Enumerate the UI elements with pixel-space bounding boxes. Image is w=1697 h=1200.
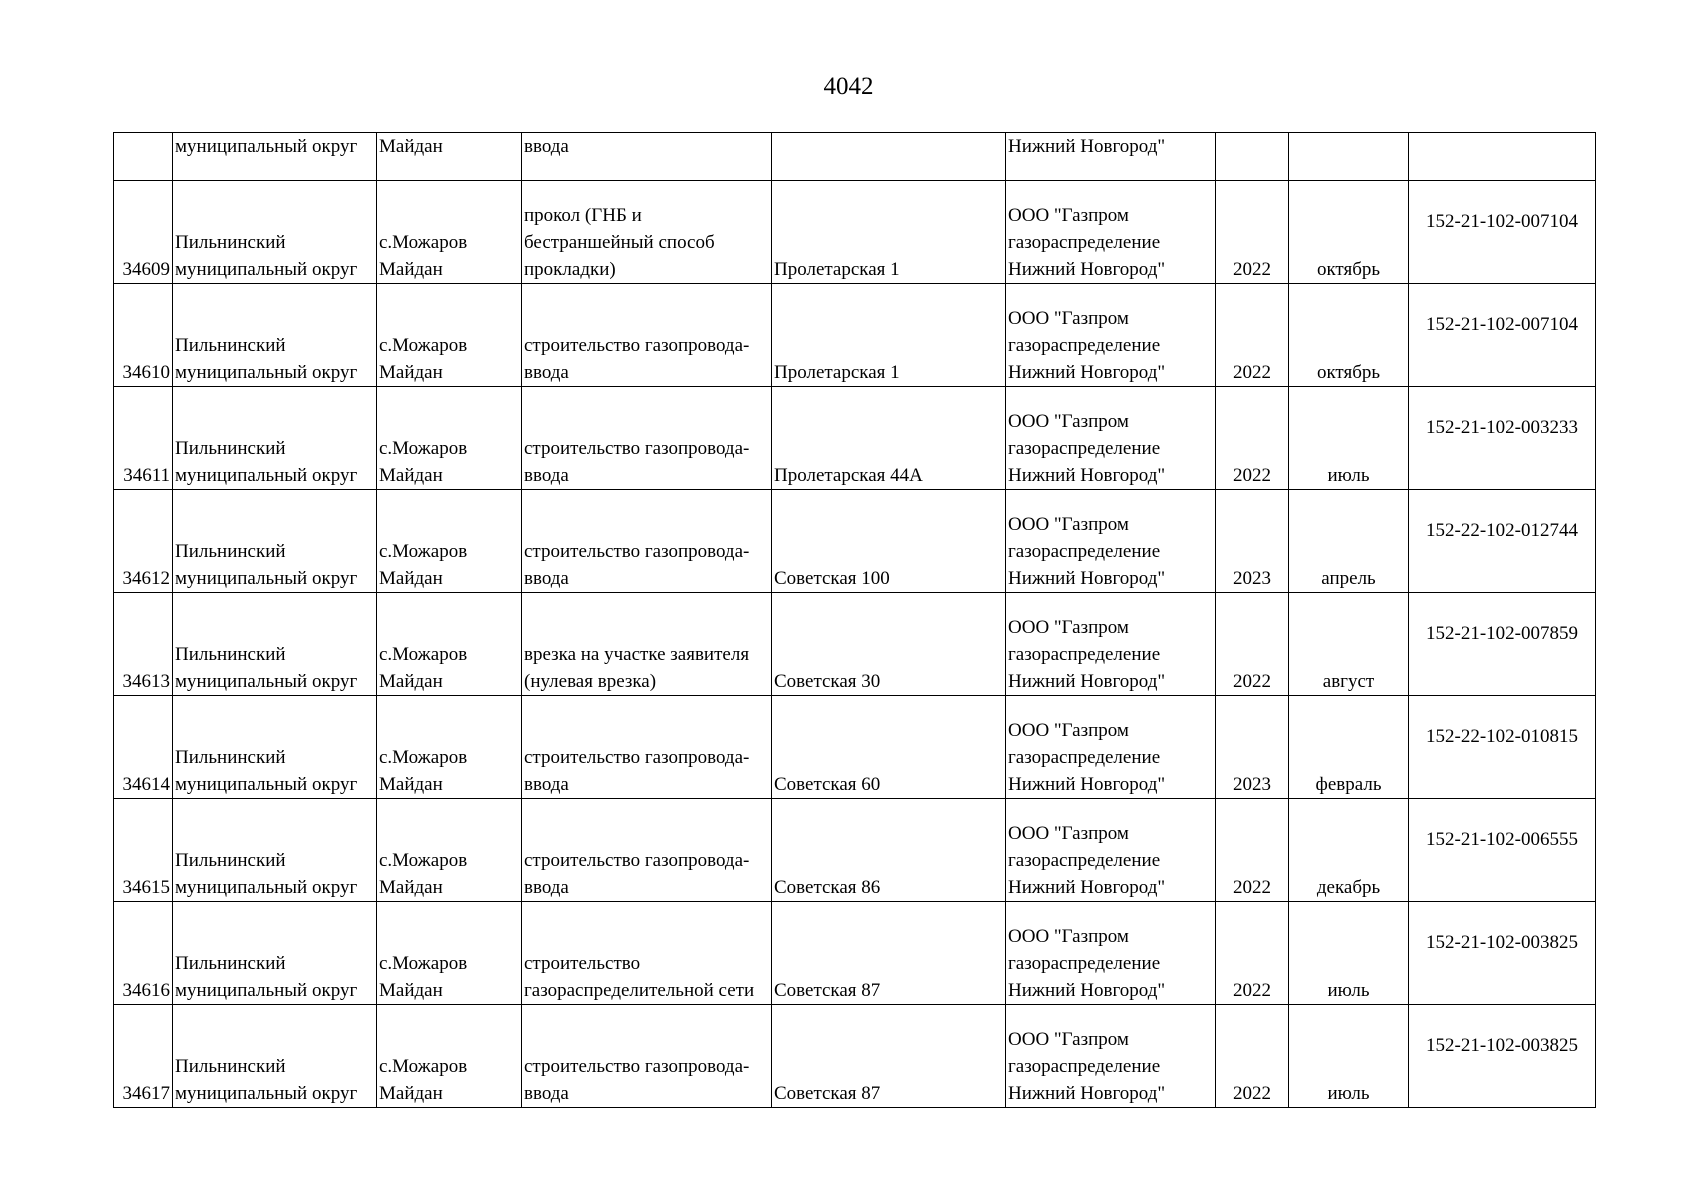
cell-settlement (377, 284, 522, 387)
cell-organization-line: Нижний Новгород" (1008, 671, 1166, 692)
cell-district-line: Пильнинский (175, 1056, 286, 1077)
cell-district (173, 387, 377, 490)
cell-work (522, 799, 772, 902)
cell-settlement-line: с.Можаров (379, 1056, 468, 1077)
cell-year: 2022 (1216, 387, 1289, 490)
cell-organization-line: Нижний Новгород" (1008, 568, 1166, 589)
registry-table-body (114, 133, 1596, 1108)
cell-organization (1006, 593, 1216, 696)
cell-address: Советская 87 (772, 902, 1006, 1005)
cell-district-line: Пильнинский (175, 644, 286, 665)
cell-month: июль (1289, 902, 1409, 1005)
cell-work-line: бестраншейный способ (524, 232, 715, 253)
cell-organization-line: Нижний Новгород" (1008, 465, 1166, 486)
cell-work (522, 284, 772, 387)
cell-district-line: Пильнинский (175, 232, 286, 253)
cell-district-line: муниципальный округ (175, 465, 358, 486)
cell-organization-line: газораспределение (1008, 747, 1161, 768)
table-row (114, 593, 1596, 696)
cell-organization-line: ООО "Газпром (1008, 308, 1129, 329)
cell-organization (1006, 181, 1216, 284)
cell-organization (1006, 284, 1216, 387)
cell-organization-line: ООО "Газпром (1008, 823, 1129, 844)
cell-work-line: ввода (524, 1083, 569, 1104)
cell-number: 34617 (114, 1005, 173, 1108)
cell-settlement (377, 387, 522, 490)
cell-settlement: Майдан (377, 133, 522, 181)
cell-organization-line: газораспределение (1008, 232, 1161, 253)
cell-district (173, 181, 377, 284)
cell-settlement (377, 696, 522, 799)
cell-district-line: Пильнинский (175, 747, 286, 768)
cell-settlement (377, 902, 522, 1005)
cell-work (522, 696, 772, 799)
cell-organization-line: Нижний Новгород" (1008, 774, 1166, 795)
cell-code: 152-21-102-007104 (1409, 181, 1596, 284)
cell-year: 2022 (1216, 593, 1289, 696)
cell-month: февраль (1289, 696, 1409, 799)
cell-organization-line: ООО "Газпром (1008, 926, 1129, 947)
cell-number: 34615 (114, 799, 173, 902)
cell-settlement (377, 490, 522, 593)
table-row (114, 387, 1596, 490)
cell-district (173, 284, 377, 387)
cell-work-line: строительство газопровода- (524, 850, 750, 871)
cell-organization (1006, 1005, 1216, 1108)
cell-settlement-line: Майдан (379, 362, 443, 383)
cell-work-line: прокол (ГНБ и (524, 205, 642, 226)
cell-district (173, 799, 377, 902)
page-number: 4042 (823, 73, 874, 100)
cell-code (1409, 133, 1596, 181)
cell-district-line: муниципальный округ (175, 362, 358, 383)
cell-settlement-line: с.Можаров (379, 953, 468, 974)
table-row (114, 490, 1596, 593)
cell-work-line: строительство газопровода- (524, 438, 750, 459)
cell-month: октябрь (1289, 284, 1409, 387)
cell-address: Советская 100 (772, 490, 1006, 593)
cell-work-line: строительство газопровода- (524, 541, 750, 562)
cell-work (522, 1005, 772, 1108)
cell-address: Советская 87 (772, 1005, 1006, 1108)
cell-code: 152-21-102-007104 (1409, 284, 1596, 387)
cell-number: 34616 (114, 902, 173, 1005)
cell-work-line: (нулевая врезка) (524, 671, 657, 692)
cell-settlement (377, 1005, 522, 1108)
cell-district-line: муниципальный округ (175, 980, 358, 1001)
cell-work-line: строительство (524, 953, 641, 974)
cell-work-line: ввода (524, 568, 569, 589)
cell-year: 2022 (1216, 181, 1289, 284)
cell-month (1289, 133, 1409, 181)
cell-district-line: муниципальный округ (175, 259, 358, 280)
cell-organization-line: Нижний Новгород" (1008, 1083, 1166, 1104)
cell-organization (1006, 387, 1216, 490)
cell-organization-line: газораспределение (1008, 953, 1161, 974)
table-row-continued (114, 133, 1596, 181)
cell-district-line: муниципальный округ (175, 877, 358, 898)
cell-month: октябрь (1289, 181, 1409, 284)
cell-month: август (1289, 593, 1409, 696)
cell-number: 34611 (114, 387, 173, 490)
cell-year: 2022 (1216, 1005, 1289, 1108)
cell-district-line: муниципальный округ (175, 1083, 358, 1104)
cell-address: Пролетарская 44А (772, 387, 1006, 490)
cell-organization-line: газораспределение (1008, 438, 1161, 459)
cell-work-line: строительство газопровода- (524, 335, 750, 356)
cell-code: 152-21-102-003233 (1409, 387, 1596, 490)
cell-code: 152-21-102-003825 (1409, 1005, 1596, 1108)
cell-organization-line: газораспределение (1008, 541, 1161, 562)
cell-work-line: прокладки) (524, 259, 616, 280)
cell-district-line: Пильнинский (175, 541, 286, 562)
cell-organization (1006, 696, 1216, 799)
cell-organization-line: ООО "Газпром (1008, 617, 1129, 638)
cell-organization-line: газораспределение (1008, 850, 1161, 871)
cell-organization-line: Нижний Новгород" (1008, 877, 1166, 898)
cell-year: 2022 (1216, 902, 1289, 1005)
cell-settlement-line: Майдан (379, 671, 443, 692)
cell-work: ввода (522, 133, 772, 181)
cell-work-line: газораспределительной сети (524, 980, 755, 1001)
cell-district (173, 593, 377, 696)
cell-organization (1006, 902, 1216, 1005)
cell-number: 34612 (114, 490, 173, 593)
cell-district-line: муниципальный округ (175, 774, 358, 795)
cell-work-line: ввода (524, 774, 569, 795)
cell-settlement-line: Майдан (379, 568, 443, 589)
cell-settlement-line: с.Можаров (379, 644, 468, 665)
cell-district-line: муниципальный округ (175, 568, 358, 589)
cell-organization-line: газораспределение (1008, 335, 1161, 356)
cell-settlement-line: Майдан (379, 465, 443, 486)
cell-month: апрель (1289, 490, 1409, 593)
table-row (114, 1005, 1596, 1108)
cell-organization: Нижний Новгород" (1006, 133, 1216, 181)
cell-number: 34613 (114, 593, 173, 696)
cell-settlement-line: с.Можаров (379, 438, 468, 459)
table-row (114, 284, 1596, 387)
cell-month: июль (1289, 1005, 1409, 1108)
cell-organization-line: газораспределение (1008, 1056, 1161, 1077)
cell-code: 152-21-102-007859 (1409, 593, 1596, 696)
table-row (114, 799, 1596, 902)
cell-organization (1006, 490, 1216, 593)
cell-organization-line: ООО "Газпром (1008, 205, 1129, 226)
cell-district-line: Пильнинский (175, 438, 286, 459)
cell-work (522, 902, 772, 1005)
cell-month: декабрь (1289, 799, 1409, 902)
cell-work (522, 593, 772, 696)
cell-organization-line: ООО "Газпром (1008, 514, 1129, 535)
cell-address: Советская 30 (772, 593, 1006, 696)
cell-organization-line: ООО "Газпром (1008, 411, 1129, 432)
cell-settlement-line: Майдан (379, 259, 443, 280)
cell-settlement-line: с.Можаров (379, 747, 468, 768)
cell-settlement-line: Майдан (379, 774, 443, 795)
cell-organization (1006, 799, 1216, 902)
cell-settlement (377, 181, 522, 284)
cell-number: 34610 (114, 284, 173, 387)
cell-district (173, 902, 377, 1005)
cell-organization-line: Нижний Новгород" (1008, 980, 1166, 1001)
cell-settlement-line: с.Можаров (379, 335, 468, 356)
cell-address: Советская 60 (772, 696, 1006, 799)
cell-work (522, 181, 772, 284)
cell-organization-line: ООО "Газпром (1008, 720, 1129, 741)
cell-year: 2023 (1216, 490, 1289, 593)
cell-settlement (377, 799, 522, 902)
cell-work-line: ввода (524, 465, 569, 486)
cell-month: июль (1289, 387, 1409, 490)
cell-settlement (377, 593, 522, 696)
cell-code: 152-22-102-010815 (1409, 696, 1596, 799)
cell-number: 34609 (114, 181, 173, 284)
cell-district-line: Пильнинский (175, 335, 286, 356)
cell-settlement-line: Майдан (379, 980, 443, 1001)
cell-organization-line: Нижний Новгород" (1008, 259, 1166, 280)
cell-work (522, 387, 772, 490)
cell-address: Пролетарская 1 (772, 284, 1006, 387)
table-row (114, 181, 1596, 284)
cell-settlement-line: с.Можаров (379, 850, 468, 871)
cell-year: 2022 (1216, 284, 1289, 387)
cell-code: 152-21-102-003825 (1409, 902, 1596, 1005)
cell-settlement-line: Майдан (379, 1083, 443, 1104)
cell-address: Пролетарская 1 (772, 181, 1006, 284)
cell-settlement-line: Майдан (379, 877, 443, 898)
cell-code: 152-22-102-012744 (1409, 490, 1596, 593)
cell-number: 34614 (114, 696, 173, 799)
table-row (114, 696, 1596, 799)
cell-settlement-line: с.Можаров (379, 541, 468, 562)
cell-work-line: ввода (524, 362, 569, 383)
cell-district-line: муниципальный округ (175, 671, 358, 692)
cell-settlement-line: с.Можаров (379, 232, 468, 253)
cell-year (1216, 133, 1289, 181)
cell-district-line: Пильнинский (175, 850, 286, 871)
cell-work-line: врезка на участке заявителя (524, 644, 750, 665)
cell-district (173, 1005, 377, 1108)
cell-address (772, 133, 1006, 181)
cell-organization-line: ООО "Газпром (1008, 1029, 1129, 1050)
cell-work (522, 490, 772, 593)
cell-work-line: ввода (524, 877, 569, 898)
cell-district-line: Пильнинский (175, 953, 286, 974)
cell-district (173, 490, 377, 593)
cell-district (173, 696, 377, 799)
cell-number (114, 133, 173, 181)
cell-year: 2023 (1216, 696, 1289, 799)
cell-year: 2022 (1216, 799, 1289, 902)
cell-district: муниципальный округ (173, 133, 377, 181)
cell-work-line: строительство газопровода- (524, 747, 750, 768)
cell-organization-line: газораспределение (1008, 644, 1161, 665)
cell-address: Советская 86 (772, 799, 1006, 902)
registry-table (113, 132, 1596, 1108)
cell-organization-line: Нижний Новгород" (1008, 362, 1166, 383)
cell-code: 152-21-102-006555 (1409, 799, 1596, 902)
cell-work-line: строительство газопровода- (524, 1056, 750, 1077)
table-row (114, 902, 1596, 1005)
